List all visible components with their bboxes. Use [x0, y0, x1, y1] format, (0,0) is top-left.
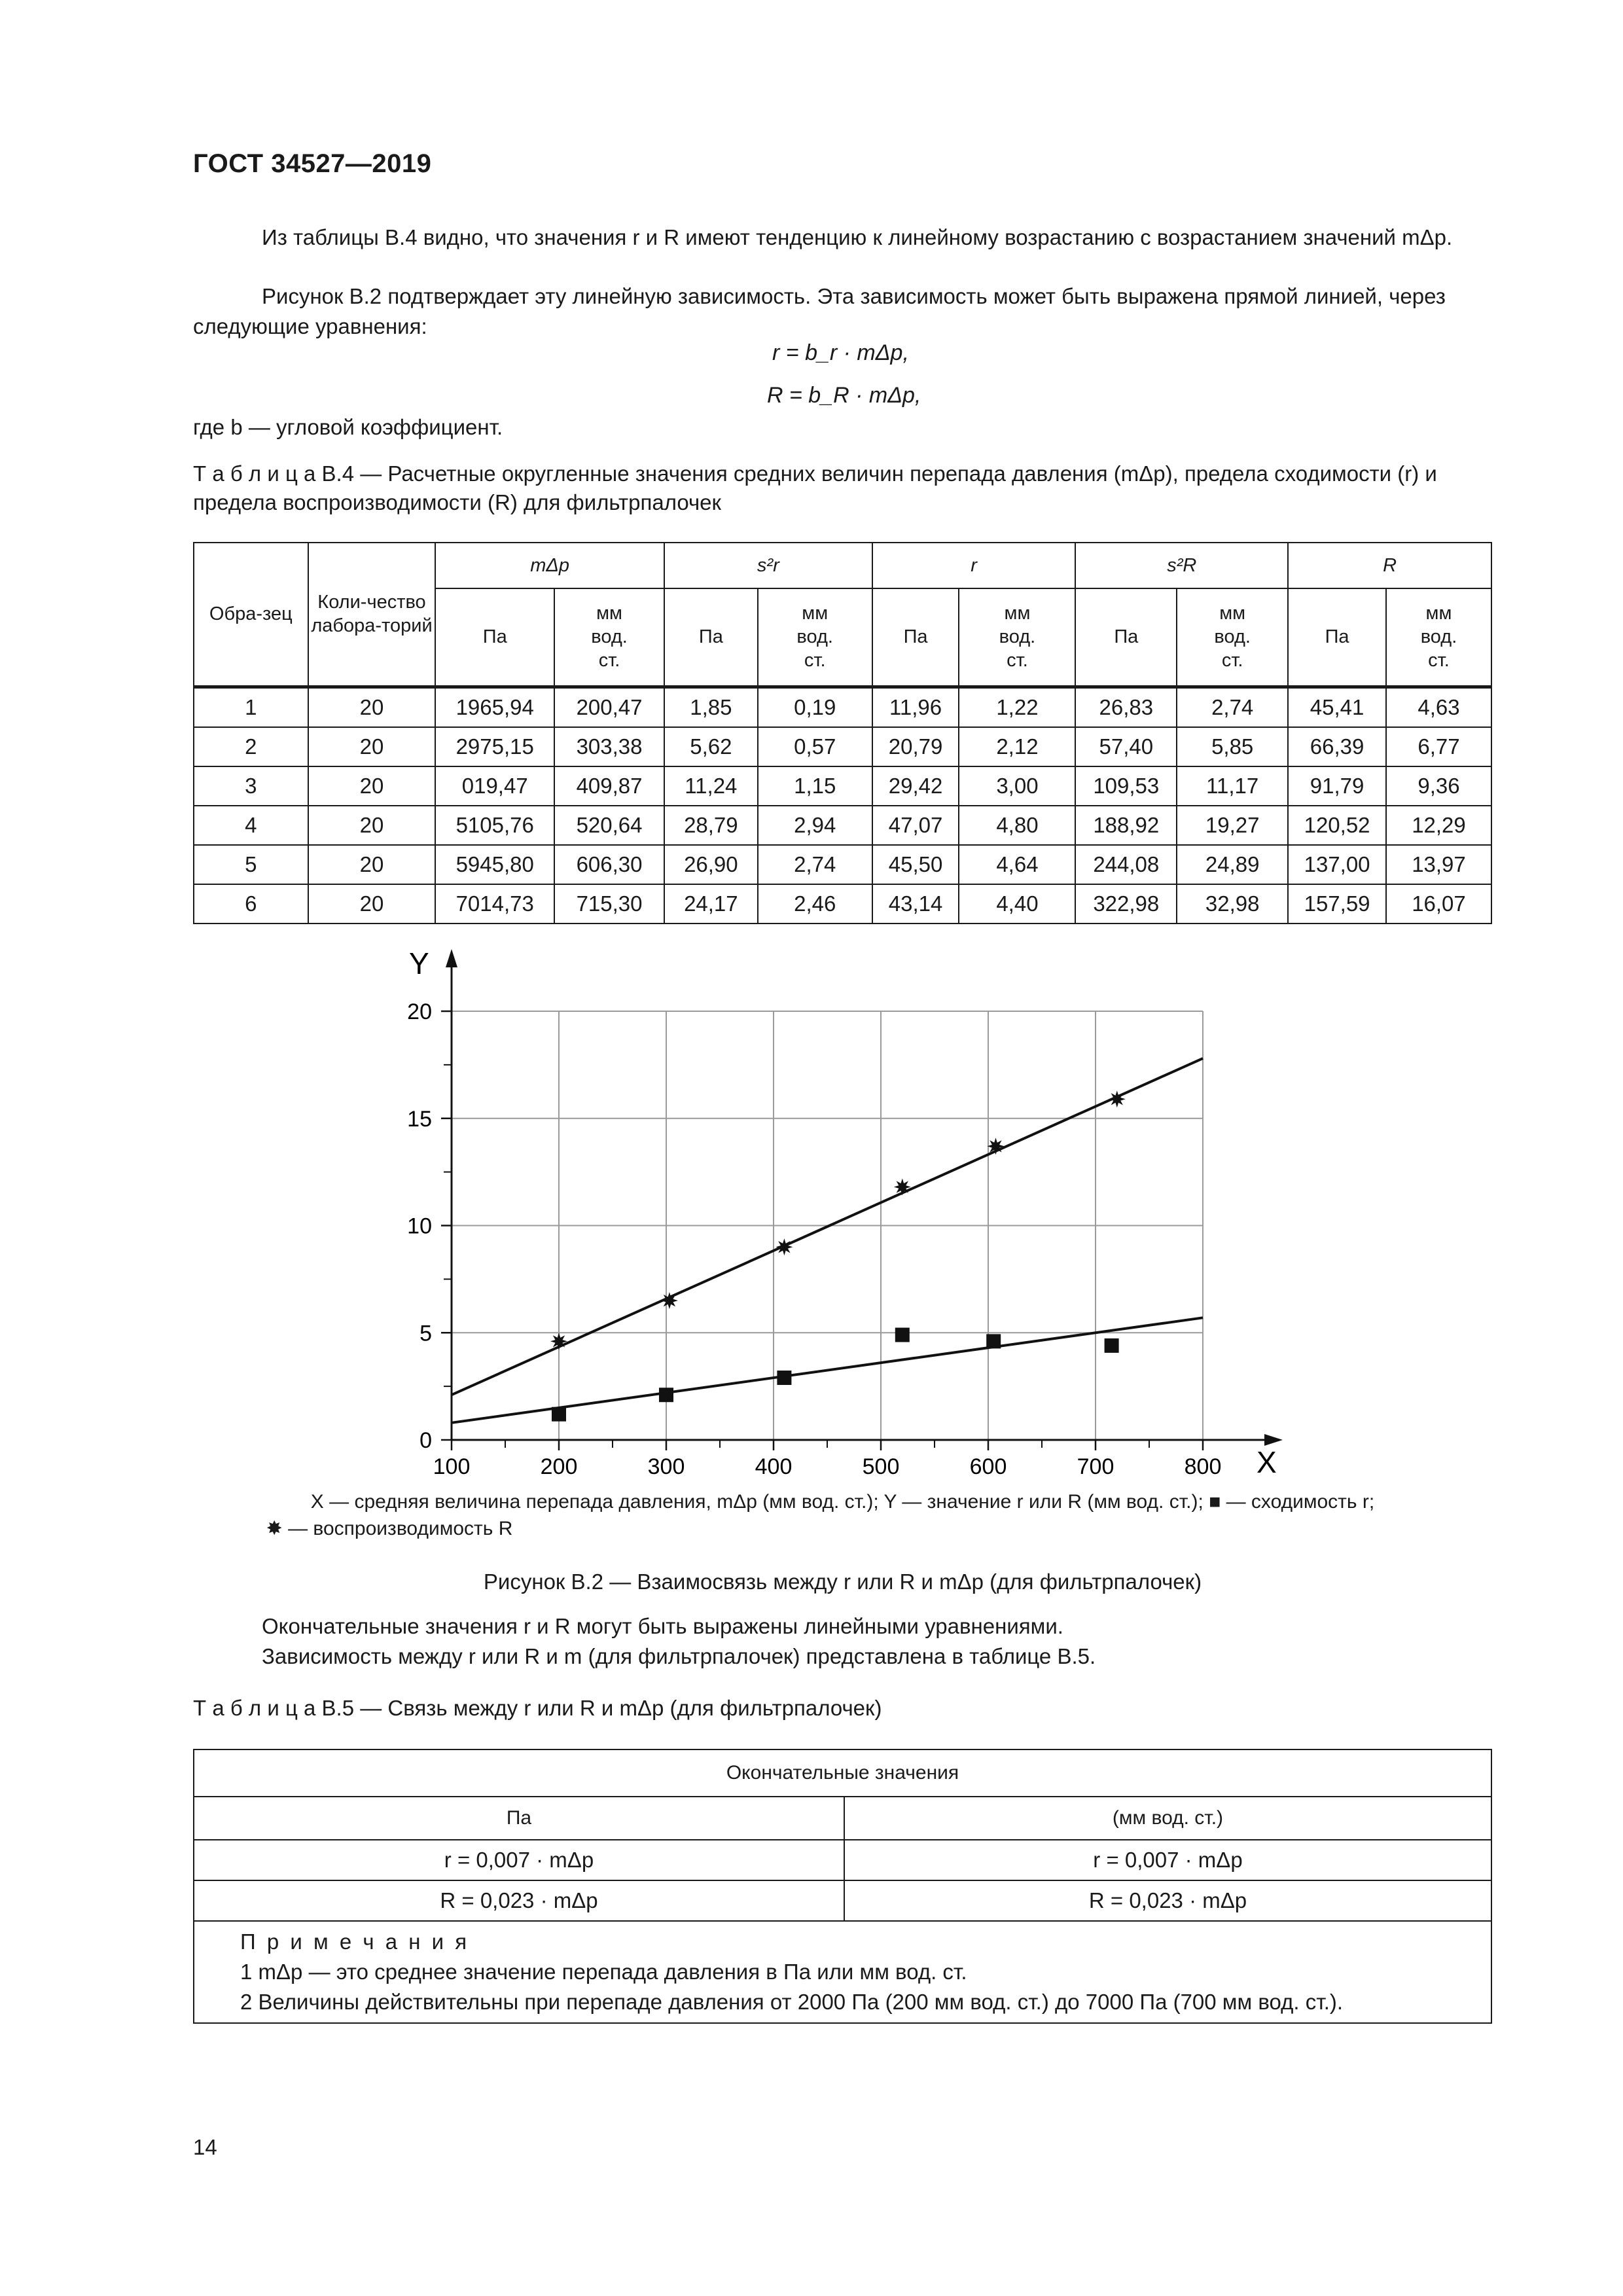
- x-tick-label: 200: [540, 1454, 578, 1479]
- table-cell: 0,19: [758, 687, 872, 727]
- chart-axes: [446, 949, 1283, 1446]
- marker-reproducibility-star: [776, 1238, 793, 1255]
- table-b4-unit-mm: мм вод. ст.: [554, 588, 664, 687]
- chart-legend-line-1: X — средняя величина перепада давления, mΔp (мм вод. ст.); Y — значение r или R (мм вод. ст.); ■ — сходимость r;: [310, 1491, 1375, 1513]
- table-b4-group-header: s²r: [664, 543, 872, 588]
- marker-reproducibility-star: [661, 1292, 678, 1309]
- y-tick-label: 15: [407, 1106, 432, 1132]
- table-cell: 3: [194, 766, 308, 806]
- table-b4-group-header: r: [872, 543, 1076, 588]
- table-cell: 11,17: [1177, 766, 1288, 806]
- table-row: [194, 766, 1491, 806]
- table-cell: 0,57: [758, 727, 872, 766]
- table-cell: 47,07: [872, 806, 959, 845]
- table-cell: 200,47: [554, 687, 664, 727]
- table-b4-group-header: mΔp: [435, 543, 664, 588]
- table-cell: 2,94: [758, 806, 872, 845]
- table-b5-cell: r = 0,007 · mΔp: [194, 1840, 844, 1880]
- table-cell: 109,53: [1075, 766, 1177, 806]
- table-b5-header: Окончательные значения: [194, 1749, 1491, 1797]
- table-cell: 2: [194, 727, 308, 766]
- table-cell: 019,47: [435, 766, 554, 806]
- table-cell: 4,64: [959, 845, 1075, 884]
- table-cell: 29,42: [872, 766, 959, 806]
- table-cell: 19,27: [1177, 806, 1288, 845]
- table-cell: 606,30: [554, 845, 664, 884]
- x-tick-label: 600: [969, 1454, 1007, 1479]
- note-1: 1 mΔp — это среднее значение перепада давления в Па или мм вод. ст.: [240, 1960, 967, 1984]
- table-cell: 2,12: [959, 727, 1075, 766]
- table-cell: 28,79: [664, 806, 758, 845]
- y-tick-label: 20: [407, 999, 432, 1024]
- x-tick-label: 800: [1184, 1454, 1222, 1479]
- intro-paragraph-2: Рисунок В.2 подтверждает эту линейную зависимость. Эта зависимость может быть выражена прямой линией, через следующие уравнения:: [193, 284, 1446, 338]
- note-2: 2 Величины действительны при перепаде давления от 2000 Па (200 мм вод. ст.) до 7000 Па (700 мм вод. ст.).: [240, 1990, 1344, 2014]
- table-row: [194, 806, 1491, 845]
- table-cell: 409,87: [554, 766, 664, 806]
- figure-caption: Рисунок В.2 — Взаимосвязь между r или R и mΔp (для фильтрпалочек): [483, 1570, 1202, 1594]
- table-cell: 6,77: [1386, 727, 1491, 766]
- equation-R: R = b_R · mΔp,: [767, 383, 921, 408]
- table-b4-caption: Т а б л и ц а В.4 — Расчетные округленные значения средних величин перепада давления (mΔp), предела сходимости (r) и предела воспроизводимости (R) для фильтрпалочек: [193, 461, 1437, 514]
- table-b4: [193, 542, 1492, 924]
- table-b5-col-pa: Па: [194, 1797, 844, 1840]
- document-header: ГОСТ 34527—2019: [193, 149, 432, 178]
- marker-reproducibility-star: [894, 1179, 911, 1196]
- fit-line-reproducibility: [452, 1058, 1203, 1395]
- figure-b2-chart: [0, 936, 1623, 1486]
- x-axis-arrow: [1264, 1434, 1283, 1446]
- table-cell: 3,00: [959, 766, 1075, 806]
- table-b5-notes: [194, 1921, 1491, 2023]
- table-cell: 11,24: [664, 766, 758, 806]
- table-cell: 137,00: [1288, 845, 1386, 884]
- table-cell: 66,39: [1288, 727, 1386, 766]
- marker-reproducibility-star: [1109, 1090, 1126, 1107]
- table-cell: 45,50: [872, 845, 959, 884]
- table-cell: 32,98: [1177, 884, 1288, 924]
- table-cell: 120,52: [1288, 806, 1386, 845]
- marker-reproducibility-star: [988, 1138, 1005, 1155]
- table-cell: 9,36: [1386, 766, 1491, 806]
- table-cell: 2,46: [758, 884, 872, 924]
- table-b5-col-mm: (мм вод. ст.): [844, 1797, 1491, 1840]
- notes-title: П р и м е ч а н и я: [240, 1929, 470, 1954]
- table-b5-cell: R = 0,023 · mΔp: [844, 1880, 1491, 1921]
- x-tick-label: 500: [862, 1454, 900, 1479]
- equation-r: r = b_r · mΔp,: [772, 340, 909, 365]
- y-tick-label: 5: [419, 1321, 432, 1346]
- final-paragraph-2: Зависимость между r или R и m (для фильтрпалочек) представлена в таблице В.5.: [262, 1644, 1096, 1668]
- table-cell: 157,59: [1288, 884, 1386, 924]
- table-b4-unit-pa: Па: [1288, 588, 1386, 687]
- table-b5-cell: r = 0,007 · mΔp: [844, 1840, 1491, 1880]
- table-b5: [193, 1749, 1492, 2024]
- chart-fit-lines: [452, 1058, 1203, 1423]
- table-cell: 5: [194, 845, 308, 884]
- table-b4-unit-pa: Па: [872, 588, 959, 687]
- table-row: [194, 687, 1491, 727]
- y-tick-label: 10: [407, 1213, 432, 1239]
- table-cell: 13,97: [1386, 845, 1491, 884]
- table-cell: 1965,94: [435, 687, 554, 727]
- table-cell: 12,29: [1386, 806, 1491, 845]
- table-cell: 20: [308, 766, 436, 806]
- table-b4-unit-mm: мм вод. ст.: [758, 588, 872, 687]
- marker-repeatability-square: [986, 1334, 1001, 1348]
- table-b4-header-labs: Коли-чество лабора-торий: [308, 543, 436, 687]
- table-cell: 20: [308, 727, 436, 766]
- table-b4-unit-pa: Па: [1075, 588, 1177, 687]
- table-cell: 244,08: [1075, 845, 1177, 884]
- x-axis-label: X: [1257, 1445, 1277, 1479]
- table-cell: 5,85: [1177, 727, 1288, 766]
- final-paragraph-1: Окончательные значения r и R могут быть выражены линейными уравнениями.: [262, 1614, 1063, 1638]
- table-b5-cell: R = 0,023 · mΔp: [194, 1880, 844, 1921]
- marker-reproducibility-star: [550, 1333, 567, 1350]
- marker-repeatability-square: [1105, 1338, 1119, 1353]
- marker-repeatability-square: [895, 1328, 910, 1342]
- table-cell: 2975,15: [435, 727, 554, 766]
- where-text: где b — угловой коэффициент.: [193, 415, 503, 439]
- table-cell: 1,22: [959, 687, 1075, 727]
- table-cell: 1,15: [758, 766, 872, 806]
- table-cell: 1,85: [664, 687, 758, 727]
- y-tick-label: 0: [419, 1428, 432, 1453]
- table-cell: 91,79: [1288, 766, 1386, 806]
- table-cell: 4: [194, 806, 308, 845]
- x-tick-label: 700: [1077, 1454, 1115, 1479]
- table-cell: 1: [194, 687, 308, 727]
- table-cell: 20,79: [872, 727, 959, 766]
- table-cell: 24,17: [664, 884, 758, 924]
- table-cell: 43,14: [872, 884, 959, 924]
- table-cell: 2,74: [758, 845, 872, 884]
- table-b4-group-header: s²R: [1075, 543, 1288, 588]
- table-row: [194, 727, 1491, 766]
- table-cell: 4,40: [959, 884, 1075, 924]
- marker-repeatability-square: [659, 1388, 673, 1402]
- table-cell: 20: [308, 687, 436, 727]
- table-b5-caption: Т а б л и ц а В.5 — Связь между r или R и mΔp (для фильтрпалочек): [193, 1696, 882, 1720]
- table-cell: 26,83: [1075, 687, 1177, 727]
- table-cell: 2,74: [1177, 687, 1288, 727]
- table-cell: 45,41: [1288, 687, 1386, 727]
- table-cell: 715,30: [554, 884, 664, 924]
- table-cell: 4,80: [959, 806, 1075, 845]
- table-row: [194, 845, 1491, 884]
- table-cell: 26,90: [664, 845, 758, 884]
- chart-ticks: [407, 999, 1221, 1479]
- table-row: [194, 884, 1491, 924]
- table-cell: 20: [308, 806, 436, 845]
- table-b4-group-header: R: [1288, 543, 1491, 588]
- table-b4-unit-pa: Па: [435, 588, 554, 687]
- table-b4-unit-mm: мм вод. ст.: [1177, 588, 1288, 687]
- table-cell: 24,89: [1177, 845, 1288, 884]
- table-cell: 4,63: [1386, 687, 1491, 727]
- x-tick-label: 400: [755, 1454, 793, 1479]
- table-b4-body: [194, 687, 1491, 924]
- table-cell: 5,62: [664, 727, 758, 766]
- table-cell: 7014,73: [435, 884, 554, 924]
- table-b4-unit-mm: мм вод. ст.: [1386, 588, 1491, 687]
- y-axis-label: Y: [409, 946, 429, 980]
- table-cell: 11,96: [872, 687, 959, 727]
- chart-markers: [550, 1090, 1126, 1421]
- table-cell: 57,40: [1075, 727, 1177, 766]
- table-cell: 5945,80: [435, 845, 554, 884]
- x-tick-label: 100: [433, 1454, 471, 1479]
- table-b4-unit-mm: мм вод. ст.: [959, 588, 1075, 687]
- table-b4-header-sample: Обра-зец: [194, 543, 308, 687]
- marker-repeatability-square: [777, 1371, 791, 1385]
- table-cell: 188,92: [1075, 806, 1177, 845]
- table-cell: 5105,76: [435, 806, 554, 845]
- page-number: 14: [193, 2135, 217, 2159]
- x-tick-label: 300: [647, 1454, 685, 1479]
- marker-repeatability-square: [552, 1407, 566, 1422]
- chart-legend-line-2: ✸ — воспроизводимость R: [266, 1518, 513, 1539]
- table-cell: 303,38: [554, 727, 664, 766]
- table-b4-unit-pa: Па: [664, 588, 758, 687]
- table-cell: 20: [308, 884, 436, 924]
- table-cell: 6: [194, 884, 308, 924]
- table-cell: 520,64: [554, 806, 664, 845]
- table-cell: 322,98: [1075, 884, 1177, 924]
- table-cell: 16,07: [1386, 884, 1491, 924]
- intro-paragraph-1: Из таблицы В.4 видно, что значения r и R имеют тенденцию к линейному возрастанию с возрастанием значений mΔp.: [262, 225, 1453, 249]
- y-axis-arrow: [446, 949, 457, 967]
- table-cell: 20: [308, 845, 436, 884]
